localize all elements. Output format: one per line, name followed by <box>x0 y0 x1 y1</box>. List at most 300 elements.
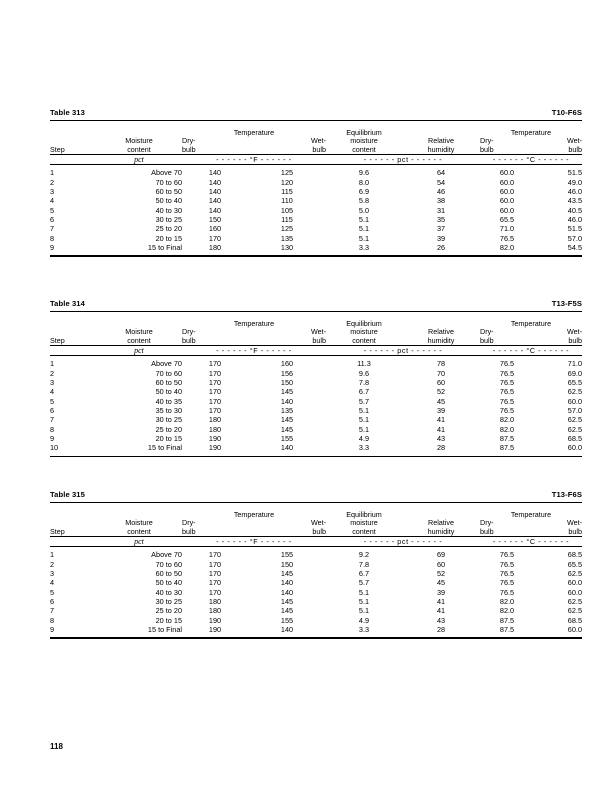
cell-relative-humidity: 43 <box>436 434 446 444</box>
cell-moisture-content: Above 70 <box>151 550 182 560</box>
units-pct-range: - - - - - - pct - - - - - - <box>363 537 443 547</box>
cell-wet-bulb-c: 65.5 <box>567 378 582 388</box>
cell-relative-humidity: 60 <box>436 559 446 569</box>
cell-step: 3 <box>50 187 55 197</box>
cell-dry-bulb-f: 140 <box>208 168 222 178</box>
table-row <box>50 443 582 452</box>
cell-relative-humidity: 39 <box>436 406 446 416</box>
cell-moisture-content: 15 to Final <box>147 243 182 253</box>
cell-emc: 5.1 <box>358 424 370 434</box>
cell-moisture-content: 40 to 35 <box>155 396 182 406</box>
cell-dry-bulb-c: 82.0 <box>499 415 515 425</box>
cell-dry-bulb-f: 180 <box>208 415 222 425</box>
cell-step: 3 <box>50 569 55 579</box>
cell-dry-bulb-f: 170 <box>208 550 222 560</box>
cell-wet-bulb-c: 40.5 <box>567 205 582 215</box>
cell-emc: 6.7 <box>358 387 370 397</box>
header-moisture-line2: content <box>127 144 151 154</box>
header-moisture-line1: Moisture <box>125 327 153 337</box>
table-caption <box>50 299 582 311</box>
table-row <box>50 206 582 215</box>
cell-dry-bulb-f: 150 <box>208 215 222 225</box>
header-emc-line2: moisture <box>350 327 378 337</box>
cell-dry-bulb-f: 170 <box>208 559 222 569</box>
table-bottom-rule <box>50 255 582 257</box>
cell-relative-humidity: 41 <box>436 415 446 425</box>
header-wet-bulb-c-line1: Wet- <box>566 327 582 337</box>
units-blank-step <box>50 155 96 164</box>
units-fahrenheit: - - - - - - °F - - - - - - <box>216 346 292 356</box>
table-caption-code: T10-F6S <box>551 108 582 117</box>
cell-wet-bulb-f: 155 <box>280 615 294 625</box>
cell-wet-bulb-c: 60.0 <box>567 396 582 406</box>
header-wet-bulb-c-line2: bulb <box>568 526 582 536</box>
header-temperature-fahrenheit: Temperature <box>233 319 275 329</box>
header-dry-bulb-c-line2: bulb <box>480 526 494 536</box>
cell-wet-bulb-c: 49.0 <box>567 177 582 187</box>
table-units-row <box>50 155 582 164</box>
header-temperature-celsius: Temperature <box>510 510 552 520</box>
cell-dry-bulb-f: 170 <box>208 587 222 597</box>
cell-emc: 9.6 <box>358 368 370 378</box>
cell-step: 3 <box>50 378 55 388</box>
cell-emc: 3.3 <box>358 625 370 635</box>
cell-dry-bulb-c: 87.5 <box>499 615 515 625</box>
header-spacer-row <box>50 121 582 128</box>
header-step: Step <box>50 335 65 345</box>
cell-wet-bulb-c: 68.5 <box>567 434 582 444</box>
cell-wet-bulb-f: 145 <box>280 569 294 579</box>
header-rh-line2: humidity <box>427 144 455 154</box>
header-wet-bulb-f-line2: bulb <box>312 144 326 154</box>
cell-dry-bulb-f: 180 <box>208 606 222 616</box>
cell-wet-bulb-c: 62.5 <box>567 387 582 397</box>
header-emc-line3: content <box>352 526 376 536</box>
units-fahrenheit: - - - - - - °F - - - - - - <box>216 155 292 165</box>
cell-dry-bulb-f: 190 <box>208 443 222 453</box>
cell-moisture-content: 30 to 25 <box>155 415 182 425</box>
cell-moisture-content: 40 to 30 <box>155 205 182 215</box>
cell-wet-bulb-c: 68.5 <box>567 615 582 625</box>
table-row <box>50 215 582 224</box>
cell-relative-humidity: 39 <box>436 587 446 597</box>
table-caption-title: Table 314 <box>50 299 85 308</box>
cell-relative-humidity: 31 <box>436 205 446 215</box>
table-row <box>50 597 582 606</box>
table-row <box>50 168 582 177</box>
cell-dry-bulb-f: 170 <box>208 359 222 369</box>
cell-step: 7 <box>50 415 55 425</box>
units-moisture-pct <box>96 155 182 164</box>
cell-relative-humidity: 64 <box>436 168 446 178</box>
units-pct-range: - - - - - - pct - - - - - - <box>363 346 443 356</box>
cell-wet-bulb-f: 156 <box>280 368 294 378</box>
cell-step: 6 <box>50 406 55 416</box>
schedule-table-block <box>50 108 582 257</box>
header-span-blank-step <box>50 128 96 137</box>
cell-dry-bulb-f: 190 <box>208 434 222 444</box>
cell-dry-bulb-f: 170 <box>208 406 222 416</box>
cell-step: 1 <box>50 168 55 178</box>
cell-relative-humidity: 70 <box>436 368 446 378</box>
header-rh-line1: Relative <box>428 136 454 146</box>
table-caption-code: T13-F6S <box>551 490 582 499</box>
cell-emc: 8.0 <box>358 177 370 187</box>
table-row <box>50 550 582 559</box>
units-pct-range: - - - - - - pct - - - - - - <box>363 155 443 165</box>
cell-dry-bulb-c: 76.5 <box>499 578 515 588</box>
cell-dry-bulb-c: 76.5 <box>499 559 515 569</box>
cell-wet-bulb-f: 140 <box>280 578 294 588</box>
cell-step: 5 <box>50 587 55 597</box>
header-wet-bulb-f-line2: bulb <box>312 526 326 536</box>
cell-moisture-content: 25 to 20 <box>155 606 182 616</box>
table-row <box>50 606 582 615</box>
header-wet-bulb-f-line2: bulb <box>312 335 326 345</box>
header-wet-bulb-c-line1: Wet- <box>566 136 582 146</box>
cell-dry-bulb-f: 170 <box>208 368 222 378</box>
cell-step: 8 <box>50 424 55 434</box>
units-fahrenheit: - - - - - - °F - - - - - - <box>216 537 292 547</box>
cell-wet-bulb-c: 65.5 <box>567 559 582 569</box>
cell-dry-bulb-c: 87.5 <box>499 434 515 444</box>
header-emc-line1: Equilibrium <box>346 127 382 137</box>
table-caption-title: Table 313 <box>50 108 85 117</box>
header-dry-bulb-f-line1: Dry- <box>182 518 196 528</box>
units-pct-italic: pct <box>134 346 144 356</box>
cell-dry-bulb-f: 170 <box>208 396 222 406</box>
table-row <box>50 369 582 378</box>
cell-emc: 5.8 <box>358 196 370 206</box>
cell-moisture-content: 60 to 50 <box>155 378 182 388</box>
header-moisture-line1: Moisture <box>125 136 153 146</box>
table-row <box>50 359 582 368</box>
cell-wet-bulb-c: 51.5 <box>567 168 582 178</box>
cell-moisture-content: 50 to 40 <box>155 196 182 206</box>
cell-relative-humidity: 41 <box>436 597 446 607</box>
header-dry-bulb-c-line1: Dry- <box>480 518 494 528</box>
header-wet-bulb-c-line2: bulb <box>568 335 582 345</box>
table-caption <box>50 108 582 120</box>
cell-moisture-content: 50 to 40 <box>155 578 182 588</box>
header-dry-bulb-f-line1: Dry- <box>182 327 196 337</box>
cell-dry-bulb-c: 71.0 <box>499 224 515 234</box>
cell-relative-humidity: 60 <box>436 378 446 388</box>
cell-wet-bulb-c: 62.5 <box>567 606 582 616</box>
cell-wet-bulb-f: 145 <box>280 387 294 397</box>
cell-step: 1 <box>50 550 55 560</box>
cell-emc: 7.8 <box>358 378 370 388</box>
cell-moisture-content: 20 to 15 <box>155 233 182 243</box>
cell-emc: 6.7 <box>358 569 370 579</box>
table-caption-code: T13-F5S <box>551 299 582 308</box>
header-emc-line2: moisture <box>350 518 378 528</box>
cell-dry-bulb-f: 180 <box>208 243 222 253</box>
cell-emc: 4.9 <box>358 434 370 444</box>
cell-step: 8 <box>50 233 55 243</box>
header-dry-bulb-c-line1: Dry- <box>480 327 494 337</box>
cell-emc: 5.1 <box>358 233 370 243</box>
cell-relative-humidity: 39 <box>436 233 446 243</box>
units-celsius: - - - - - - °C - - - - - - <box>492 346 570 356</box>
cell-relative-humidity: 78 <box>436 359 446 369</box>
cell-dry-bulb-f: 180 <box>208 424 222 434</box>
cell-dry-bulb-c: 76.5 <box>499 387 515 397</box>
header-spacer-row <box>50 312 582 319</box>
cell-wet-bulb-f: 155 <box>280 550 294 560</box>
cell-emc: 5.1 <box>358 597 370 607</box>
cell-relative-humidity: 41 <box>436 606 446 616</box>
cell-step: 2 <box>50 368 55 378</box>
cell-wet-bulb-f: 145 <box>280 597 294 607</box>
cell-moisture-content: 25 to 20 <box>155 424 182 434</box>
cell-moisture-content: 30 to 25 <box>155 215 182 225</box>
cell-step: 10 <box>50 443 59 453</box>
cell-moisture-content: Above 70 <box>151 168 182 178</box>
table-row <box>50 569 582 578</box>
cell-emc: 5.7 <box>358 396 370 406</box>
cell-dry-bulb-f: 180 <box>208 597 222 607</box>
table-caption-title: Table 315 <box>50 490 85 499</box>
units-moisture-pct <box>96 537 182 546</box>
table-units-row <box>50 537 582 546</box>
table-row <box>50 187 582 196</box>
cell-dry-bulb-c: 60.0 <box>499 205 515 215</box>
cell-relative-humidity: 28 <box>436 443 446 453</box>
cell-wet-bulb-f: 125 <box>280 168 294 178</box>
cell-wet-bulb-f: 145 <box>280 424 294 434</box>
cell-moisture-content: 20 to 15 <box>155 434 182 444</box>
schedule-table-block <box>50 490 582 639</box>
cell-dry-bulb-c: 76.5 <box>499 550 515 560</box>
cell-relative-humidity: 54 <box>436 177 446 187</box>
header-dry-bulb-c-line2: bulb <box>480 144 494 154</box>
cell-wet-bulb-f: 105 <box>280 205 294 215</box>
cell-emc: 3.3 <box>358 443 370 453</box>
cell-dry-bulb-c: 60.0 <box>499 196 515 206</box>
cell-moisture-content: 50 to 40 <box>155 387 182 397</box>
table-row <box>50 625 582 634</box>
drying-schedule-table <box>50 121 582 255</box>
cell-moisture-content: 70 to 60 <box>155 177 182 187</box>
table-row <box>50 224 582 233</box>
table-row <box>50 387 582 396</box>
cell-wet-bulb-f: 150 <box>280 559 294 569</box>
header-wet-bulb-f-line1: Wet- <box>310 136 326 146</box>
cell-dry-bulb-c: 76.5 <box>499 396 515 406</box>
cell-dry-bulb-c: 76.5 <box>499 569 515 579</box>
table-row <box>50 425 582 434</box>
cell-wet-bulb-c: 62.5 <box>567 597 582 607</box>
cell-dry-bulb-f: 170 <box>208 233 222 243</box>
table-bottom-rule <box>50 637 582 639</box>
cell-relative-humidity: 35 <box>436 215 446 225</box>
cell-wet-bulb-f: 125 <box>280 224 294 234</box>
cell-step: 9 <box>50 434 55 444</box>
cell-step: 5 <box>50 396 55 406</box>
cell-emc: 11.3 <box>357 359 371 369</box>
header-temperature-celsius: Temperature <box>510 319 552 329</box>
cell-dry-bulb-c: 76.5 <box>499 359 515 369</box>
cell-wet-bulb-f: 130 <box>280 243 294 253</box>
cell-emc: 3.3 <box>358 243 370 253</box>
cell-wet-bulb-c: 62.5 <box>567 424 582 434</box>
cell-dry-bulb-f: 190 <box>208 625 222 635</box>
cell-wet-bulb-f: 140 <box>280 587 294 597</box>
header-step: Step <box>50 526 65 536</box>
cell-wet-bulb-c: 68.5 <box>567 550 582 560</box>
cell-emc: 9.6 <box>358 168 370 178</box>
cell-step: 7 <box>50 224 55 234</box>
cell-moisture-content: 20 to 15 <box>155 615 182 625</box>
header-wet-bulb-c-line1: Wet- <box>566 518 582 528</box>
cell-dry-bulb-c: 82.0 <box>499 606 515 616</box>
table-header-row-3 <box>50 337 582 346</box>
header-spacer <box>50 503 582 510</box>
header-spacer-row <box>50 503 582 510</box>
cell-dry-bulb-f: 140 <box>208 187 222 197</box>
cell-step: 5 <box>50 205 55 215</box>
cell-dry-bulb-c: 87.5 <box>499 625 515 635</box>
cell-wet-bulb-f: 135 <box>280 233 294 243</box>
header-temperature-celsius: Temperature <box>510 128 552 138</box>
cell-step: 9 <box>50 625 55 635</box>
cell-step: 2 <box>50 177 55 187</box>
cell-moisture-content: 15 to Final <box>147 625 182 635</box>
cell-relative-humidity: 38 <box>436 196 446 206</box>
header-span-blank-step <box>50 319 96 328</box>
cell-dry-bulb-f: 170 <box>208 569 222 579</box>
cell-wet-bulb-c: 60.0 <box>567 587 582 597</box>
cell-dry-bulb-c: 76.5 <box>499 406 515 416</box>
cell-dry-bulb-c: 60.0 <box>499 187 515 197</box>
header-rh-line2: humidity <box>427 335 455 345</box>
cell-wet-bulb-f: 145 <box>280 606 294 616</box>
cell-moisture-content: 40 to 30 <box>155 587 182 597</box>
units-pct-italic: pct <box>134 155 144 165</box>
cell-dry-bulb-c: 65.5 <box>499 215 515 225</box>
cell-wet-bulb-f: 160 <box>280 359 294 369</box>
cell-wet-bulb-f: 115 <box>281 187 293 197</box>
table-row <box>50 397 582 406</box>
units-pct-italic: pct <box>134 537 144 547</box>
cell-dry-bulb-f: 170 <box>208 578 222 588</box>
cell-wet-bulb-c: 43.5 <box>567 196 582 206</box>
header-temperature-fahrenheit: Temperature <box>233 510 275 520</box>
header-wet-bulb-f-line1: Wet- <box>310 518 326 528</box>
header-wet-bulb-f-line1: Wet- <box>310 327 326 337</box>
header-temperature-fahrenheit: Temperature <box>233 128 275 138</box>
cell-emc: 5.1 <box>358 406 370 416</box>
table-row <box>50 243 582 252</box>
units-moisture-pct <box>96 346 182 355</box>
units-blank-step <box>50 537 96 546</box>
cell-wet-bulb-c: 54.5 <box>567 243 582 253</box>
header-dry-bulb-f-line1: Dry- <box>182 136 196 146</box>
cell-wet-bulb-c: 60.0 <box>567 578 582 588</box>
header-emc-line2: moisture <box>350 136 378 146</box>
drying-schedule-table <box>50 312 582 456</box>
cell-relative-humidity: 26 <box>436 243 446 253</box>
cell-step: 2 <box>50 559 55 569</box>
cell-dry-bulb-f: 160 <box>208 224 222 234</box>
table-row <box>50 578 582 587</box>
cell-wet-bulb-f: 145 <box>280 415 294 425</box>
cell-emc: 5.0 <box>358 205 370 215</box>
page-number: 118 <box>50 742 63 751</box>
cell-step: 6 <box>50 215 55 225</box>
table-row <box>50 378 582 387</box>
cell-dry-bulb-c: 82.0 <box>499 243 515 253</box>
table-row <box>50 406 582 415</box>
header-moisture-line2: content <box>127 526 151 536</box>
header-emc-line1: Equilibrium <box>346 318 382 328</box>
cell-relative-humidity: 69 <box>436 550 446 560</box>
header-dry-bulb-f-line2: bulb <box>182 526 196 536</box>
header-spacer <box>50 121 582 128</box>
cell-wet-bulb-c: 57.0 <box>567 233 582 243</box>
cell-wet-bulb-f: 140 <box>280 396 294 406</box>
cell-moisture-content: 60 to 50 <box>155 187 182 197</box>
cell-wet-bulb-c: 69.0 <box>567 368 582 378</box>
cell-wet-bulb-f: 115 <box>281 215 293 225</box>
cell-relative-humidity: 28 <box>436 625 446 635</box>
table-caption <box>50 490 582 502</box>
header-emc-line3: content <box>352 144 376 154</box>
cell-relative-humidity: 52 <box>436 387 446 397</box>
header-dry-bulb-f-line2: bulb <box>182 144 196 154</box>
header-emc-line1: Equilibrium <box>346 509 382 519</box>
cell-dry-bulb-c: 76.5 <box>499 378 515 388</box>
header-rh-line2: humidity <box>427 526 455 536</box>
cell-dry-bulb-c: 76.5 <box>499 587 515 597</box>
cell-dry-bulb-c: 76.5 <box>499 233 515 243</box>
cell-dry-bulb-f: 140 <box>208 177 222 187</box>
cell-wet-bulb-c: 46.0 <box>567 187 582 197</box>
cell-emc: 5.1 <box>358 606 370 616</box>
cell-relative-humidity: 46 <box>436 187 446 197</box>
table-row <box>50 434 582 443</box>
cell-moisture-content: 60 to 50 <box>155 569 182 579</box>
cell-relative-humidity: 52 <box>436 569 446 579</box>
cell-dry-bulb-c: 76.5 <box>499 368 515 378</box>
header-emc-line3: content <box>352 335 376 345</box>
header-dry-bulb-c-line1: Dry- <box>480 136 494 146</box>
schedule-table-block <box>50 299 582 457</box>
cell-moisture-content: 70 to 60 <box>155 368 182 378</box>
cell-wet-bulb-f: 155 <box>280 434 294 444</box>
cell-relative-humidity: 45 <box>436 578 446 588</box>
cell-dry-bulb-c: 87.5 <box>499 443 515 453</box>
cell-dry-bulb-f: 140 <box>208 205 222 215</box>
cell-wet-bulb-c: 57.0 <box>567 406 582 416</box>
cell-step: 4 <box>50 387 55 397</box>
cell-dry-bulb-f: 170 <box>208 378 222 388</box>
table-row <box>50 560 582 569</box>
cell-emc: 5.7 <box>358 578 370 588</box>
cell-emc: 7.8 <box>358 559 370 569</box>
cell-moisture-content: 25 to 20 <box>155 224 182 234</box>
header-dry-bulb-c-line2: bulb <box>480 335 494 345</box>
table-row <box>50 178 582 187</box>
table-units-row <box>50 346 582 355</box>
cell-dry-bulb-c: 82.0 <box>499 597 515 607</box>
header-dry-bulb-f-line2: bulb <box>182 335 196 345</box>
table-row <box>50 196 582 205</box>
header-span-blank-step <box>50 510 96 519</box>
cell-wet-bulb-c: 62.5 <box>567 569 582 579</box>
cell-step: 4 <box>50 578 55 588</box>
